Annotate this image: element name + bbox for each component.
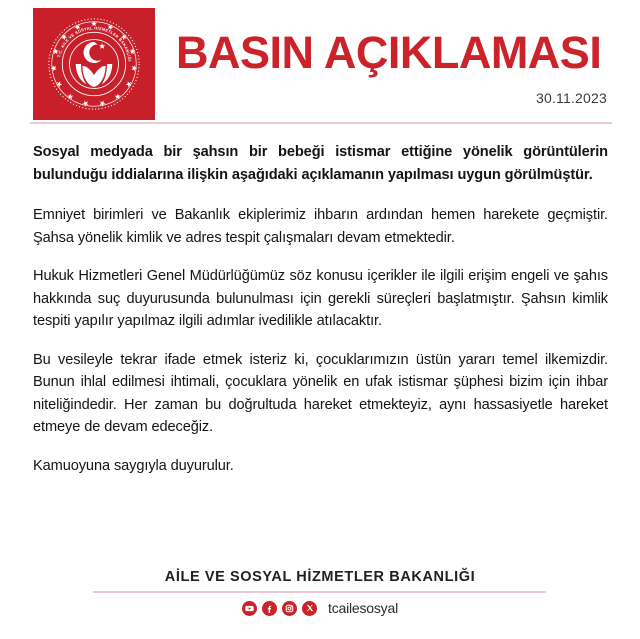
- footer-ministry-name: AİLE VE SOSYAL HİZMETLER BAKANLIĞI: [164, 569, 476, 585]
- youtube-icon[interactable]: [242, 601, 257, 616]
- document-header: [0, 0, 640, 122]
- paragraph-closing: Kamuoyuna saygıyla duyurulur.: [33, 457, 234, 474]
- page-title: BASIN AÇIKLAMASI: [176, 27, 602, 78]
- ministry-emblem-block: [33, 8, 155, 120]
- instagram-icon[interactable]: [282, 601, 297, 616]
- social-links-row: [0, 600, 640, 616]
- paragraph-lead: Sosyal medyada bir şahsın bir bebeği istismar ettiğine yönelik görüntülerin bulunduğu iddialarına ilişkin aşağıdaki açıklamanın yapılması uygun görülmüştür.: [33, 144, 608, 183]
- paragraph-2: Emniyet birimleri ve Bakanlık ekiplerimiz ihbarın ardından hemen harekete geçmiştir. Şahsa yönelik kimlik ve adres tespit çalışmaları devam etmektedir.: [33, 207, 608, 246]
- header-divider: [30, 122, 612, 124]
- svg-text:T.C. AİLE VE SOSYAL HİZMETLER: T.C. AİLE VE SOSYAL HİZMETLER BAKANLIĞI: [56, 25, 133, 62]
- paragraph-4: Bu vesileyle tekrar ifade etmek isteriz ki, çocuklarımızın üstün yararı temel ilkemizdir. Bunun ihlal edilmesi ihtimali, çocuklara yönelik en ufak istismar şüphesi bizim için ihbar niteliğindedir. Her zaman bu doğrultuda hareket etmekteyiz, aynı hassasiyetle hareket etmeye de devam edeceğiz.: [33, 351, 608, 435]
- social-handle[interactable]: tcailesosyal: [328, 600, 398, 616]
- document-footer: [0, 569, 640, 639]
- document-date: 30.11.2023: [535, 90, 607, 106]
- ministry-emblem-icon: [46, 16, 142, 112]
- paragraph-3: Hukuk Hizmetleri Genel Müdürlüğümüz söz konusu içerikler ile ilgili erişim engeli ve şahıs hakkında suç duyurusunda bulunulması için gerekli süreçleri başlatmıştır. Şahsın kimlik tespiti yapılır yapılmaz ilgili adımlar ivedilikle atılacaktır.: [33, 268, 608, 329]
- x-twitter-icon[interactable]: [302, 601, 317, 616]
- footer-divider: [93, 591, 546, 593]
- facebook-icon[interactable]: [262, 601, 277, 616]
- announcement-body: [33, 141, 608, 477]
